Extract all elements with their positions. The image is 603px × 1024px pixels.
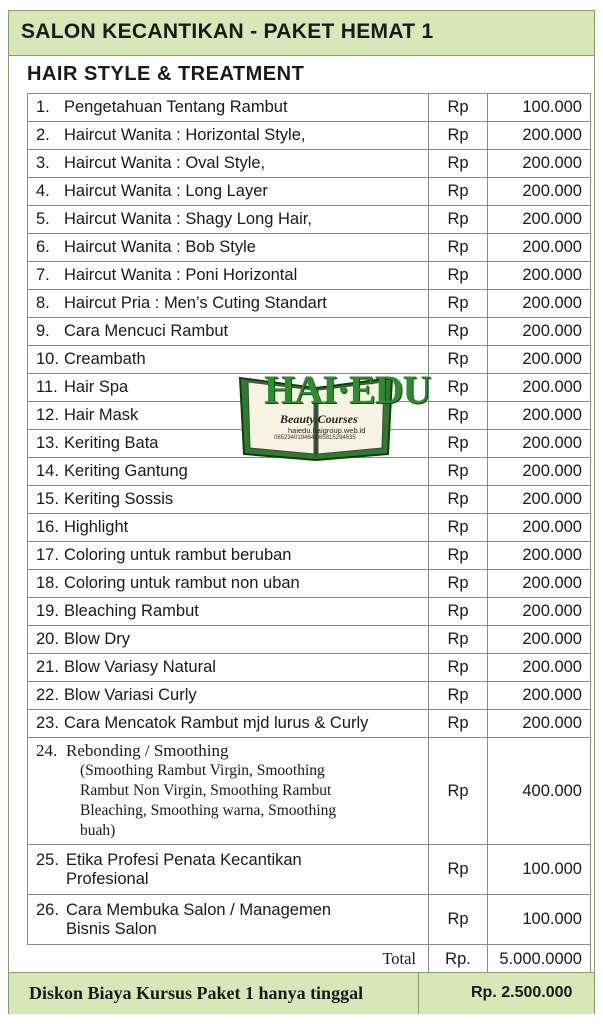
item-price: 100.000 [488,94,591,122]
item-name: Hair Spa [64,378,129,396]
item-name: Haircut Wanita : Bob Style [64,238,256,256]
haiedu-logo [236,362,431,464]
item-name: Etika Profesi Penata Kecantikan [66,850,302,869]
table-row [28,895,591,945]
discount-price: Rp. 2.500.000 [471,984,573,1001]
currency-label: Rp [429,570,488,598]
item-price: 200.000 [488,542,591,570]
currency-label: Rp [429,486,488,514]
table-row [28,570,591,598]
item-price: 200.000 [488,402,591,430]
table-row [28,738,591,845]
item-detail-line: Rambut Non Virgin, Smoothing Rambut [80,782,332,799]
currency-label: Rp [429,318,488,346]
item-number: 12. [36,406,59,424]
item-number: 17. [36,546,59,564]
item-number: 21. [36,658,59,676]
table-row [28,178,591,206]
discount-label: Diskon Biaya Kursus Paket 1 hanya tinggal [29,983,364,1003]
page-title: SALON KECANTIKAN - PAKET HEMAT 1 [21,20,434,43]
table-row [28,206,591,234]
item-name: Blow Variasi Curly [64,686,197,704]
currency-label: Rp [429,430,488,458]
currency-label: Rp [429,598,488,626]
item-name: Coloring untuk rambut non uban [64,574,300,592]
item-number: 23. [36,714,59,732]
item-name: Cara Mencuci Rambut [64,322,229,340]
item-detail-line: (Smoothing Rambut Virgin, Smoothing [80,762,325,779]
discount-bar [9,972,594,1014]
table-row [28,122,591,150]
currency-label: Rp [429,262,488,290]
item-number: 2. [36,126,50,144]
item-number: 11. [36,378,58,396]
total-currency: Rp. [429,945,488,974]
item-number: 10. [36,350,59,368]
logo-phones: 085234019464 085815294635 [274,435,356,441]
currency-label: Rp [429,845,488,895]
item-number: 4. [36,182,50,200]
item-price: 200.000 [488,234,591,262]
table-row [28,626,591,654]
item-name: Haircut Wanita : Horizontal Style, [64,126,306,144]
item-price: 100.000 [488,845,591,895]
logo-url: haiedu.haigroup.web.id [288,426,366,435]
item-detail-line: Bleaching, Smoothing warna, Smoothing [80,802,337,819]
total-row [28,945,591,974]
item-number: 3. [36,154,50,172]
item-price: 100.000 [488,895,591,945]
currency-label: Rp [429,458,488,486]
item-number: 14. [36,462,59,480]
item-number: 16. [36,518,59,536]
item-number: 18. [36,574,59,592]
item-price: 200.000 [488,122,591,150]
item-price: 200.000 [488,262,591,290]
item-number: 13. [36,434,59,452]
currency-label: Rp [429,514,488,542]
item-price: 200.000 [488,654,591,682]
currency-label: Rp [429,234,488,262]
item-number: 26. [36,900,59,919]
item-number: 6. [36,238,50,256]
item-name: Creambath [64,350,146,368]
item-price: 400.000 [488,738,591,845]
table-row [28,262,591,290]
table-row [28,682,591,710]
item-number: 24. [36,741,58,760]
item-name: Haircut Wanita : Oval Style, [64,154,266,172]
item-detail-line: buah) [80,822,116,839]
item-number: 19. [36,602,59,620]
table-row [28,94,591,122]
currency-label: Rp [429,402,488,430]
item-name: Keriting Gantung [64,462,188,480]
item-name: Cara Mencatok Rambut mjd lurus & Curly [64,714,369,732]
price-list-page [8,10,595,1014]
currency-label: Rp [429,150,488,178]
item-price: 200.000 [488,486,591,514]
currency-label: Rp [429,626,488,654]
table-row [28,486,591,514]
currency-label: Rp [429,122,488,150]
item-name: Haircut Wanita : Long Layer [64,182,268,200]
item-price: 200.000 [488,682,591,710]
item-price: 200.000 [488,374,591,402]
currency-label: Rp [429,542,488,570]
table-row [28,514,591,542]
item-number: 7. [36,266,50,284]
header-bar [9,11,594,56]
total-label: Total [382,949,416,969]
item-name: Haircut Wanita : Poni Horizontal [64,266,298,284]
currency-label: Rp [429,895,488,945]
item-price: 200.000 [488,346,591,374]
table-row [28,710,591,738]
item-name: Pengetahuan Tentang Rambut [64,98,288,116]
currency-label: Rp [429,290,488,318]
item-number: 8. [36,294,50,312]
item-price: 200.000 [488,626,591,654]
footer-divider [418,973,419,1014]
item-name: Highlight [64,518,129,536]
item-price: 200.000 [488,290,591,318]
currency-label: Rp [429,710,488,738]
item-price: 200.000 [488,178,591,206]
item-number: 1. [36,98,50,116]
item-name: Blow Variasy Natural [64,658,216,676]
currency-label: Rp [429,178,488,206]
table-row [28,654,591,682]
currency-label: Rp [429,682,488,710]
item-name-cont: Profesional [66,869,149,888]
item-price: 200.000 [488,710,591,738]
table-row [28,542,591,570]
table-row [28,234,591,262]
item-name: Bleaching Rambut [64,602,199,620]
currency-label: Rp [429,374,488,402]
currency-label: Rp [429,206,488,234]
item-price: 200.000 [488,598,591,626]
item-price: 200.000 [488,150,591,178]
item-name-cont: Bisnis Salon [66,919,157,938]
table-row [28,845,591,895]
logo-wordmark: HAI·EDU [264,367,431,412]
table-row [28,598,591,626]
item-price: 200.000 [488,318,591,346]
item-number: 20. [36,630,59,648]
item-price: 200.000 [488,570,591,598]
item-name: Coloring untuk rambut beruban [64,546,292,564]
item-name: Haircut Wanita : Shagy Long Hair, [64,210,312,228]
item-name: Keriting Sossis [64,490,174,508]
total-amount: 5.000.0000 [488,945,591,974]
item-number: 15. [36,490,59,508]
item-price: 200.000 [488,514,591,542]
item-number: 9. [36,322,50,340]
item-number: 5. [36,210,50,228]
currency-label: Rp [429,738,488,845]
item-name: Cara Membuka Salon / Managemen [66,900,332,919]
item-name: Haircut Pria : Men’s Cuting Standart [64,294,327,312]
currency-label: Rp [429,654,488,682]
section-title: HAIR STYLE & TREATMENT [27,63,305,85]
item-price: 200.000 [488,206,591,234]
table-row [28,318,591,346]
item-price: 200.000 [488,458,591,486]
item-name: Hair Mask [64,406,139,424]
item-name: Keriting Bata [64,434,159,452]
item-price: 200.000 [488,430,591,458]
price-table [27,93,591,974]
item-number: 22. [36,686,59,704]
logo-tagline: Beauty Courses [280,412,358,426]
currency-label: Rp [429,94,488,122]
item-name: Rebonding / Smoothing [66,741,229,760]
currency-label: Rp [429,346,488,374]
table-row [28,150,591,178]
item-name: Blow Dry [64,630,131,648]
item-number: 25. [36,850,59,869]
table-row [28,290,591,318]
